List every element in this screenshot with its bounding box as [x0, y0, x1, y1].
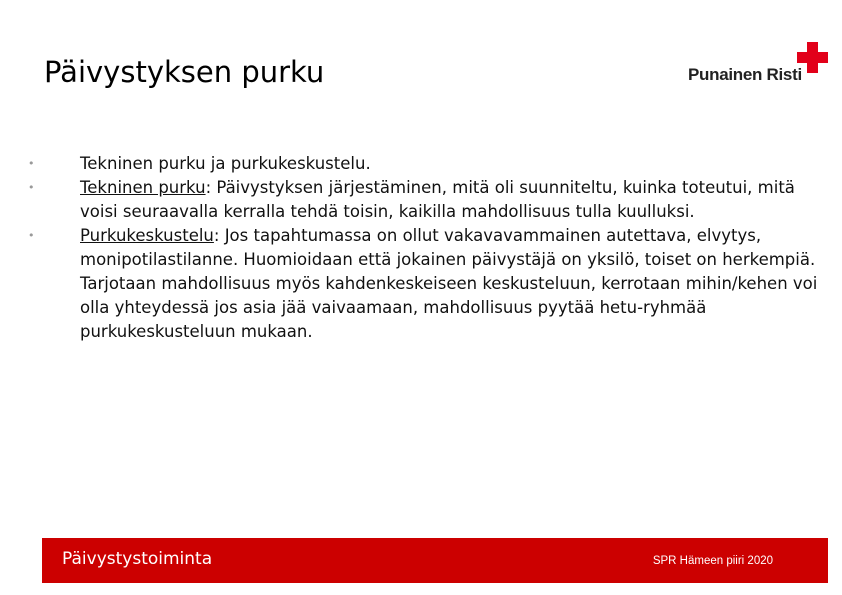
slide-title: Päivystyksen purku [44, 55, 325, 89]
bullet-item-technical-debrief [28, 176, 818, 224]
footer-bar [42, 538, 828, 583]
bullet-heading: Purkukeskustelu [80, 226, 214, 245]
bullet-marker: • [28, 229, 35, 242]
bullet-list [28, 152, 818, 344]
bullet-text: : Päivystyksen järjestäminen, mitä oli suunniteltu, kuinka toteutui, mitä voisi seuraavalla kerralla tehdä toisin, kaikilla mahdollisuus tulla kuulluksi. [80, 178, 795, 221]
bullet-marker: • [28, 157, 35, 170]
bullet-text: Tekninen purku ja purkukeskustelu. [80, 154, 371, 173]
logo-text: Punainen Risti [688, 65, 802, 84]
bullet-text: : Jos tapahtumassa on ollut vakavavammainen autettava, elvytys, monipotilastilanne. Huomioidaan että jokainen päivystäjä on yksilö, toiset on herkempiä. Tarjotaan mahdollisuus myös kahdenkeskeiseen keskusteluun, kerrotaan mihin/kehen voi olla yhteydessä jos asia jää vaivaamaan, mahdollisuus pyytää hetu-ryhmää purkukeskusteluun mukaan. [80, 226, 818, 341]
bullet-item-overview [28, 152, 818, 176]
red-cross-icon [797, 42, 828, 73]
footer-organization: SPR Hämeen piiri 2020 [652, 555, 773, 567]
bullet-marker: • [28, 181, 35, 194]
red-cross-logo [686, 42, 828, 92]
footer-section-label: Päivystystoiminta [62, 549, 213, 569]
bullet-item-debrief-discussion [28, 224, 818, 344]
bullet-heading: Tekninen purku [80, 178, 206, 197]
